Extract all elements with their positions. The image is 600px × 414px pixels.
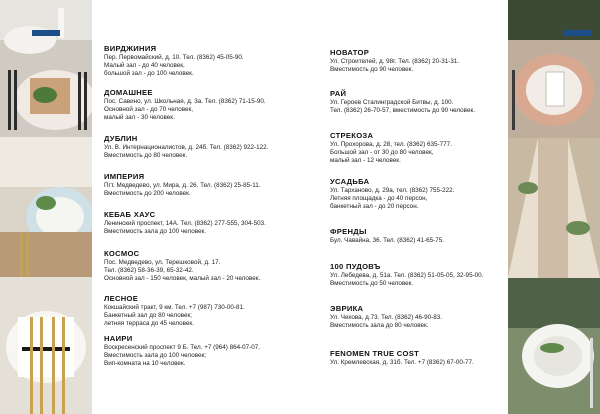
venue-name: ЛЕСНОЕ bbox=[104, 294, 139, 303]
venue-details: Ул. Чехова, д.73. Тел. (8362) 46-90-83. bbox=[330, 314, 442, 321]
left-photo-strip bbox=[0, 0, 92, 414]
venue-name: РАЙ bbox=[330, 89, 347, 98]
wedding-plate-photo bbox=[0, 137, 92, 277]
venue-name: КОСМОС bbox=[104, 249, 140, 258]
table-setting-photo bbox=[0, 0, 92, 137]
venue-details: Большой зал - от 30 до 80 человек, bbox=[330, 149, 434, 157]
venue-details: Кокшайский тракт, 9 км. Тел. +7 (987) 730-00-81. bbox=[104, 304, 245, 311]
greenery-plate-photo bbox=[508, 278, 600, 414]
venue-name: ЭВРИКА bbox=[330, 304, 364, 313]
venue-entry bbox=[330, 131, 452, 166]
accent-bar bbox=[564, 30, 592, 36]
venue-details: Банкетный зал до 80 человек; bbox=[104, 312, 192, 320]
venue-name: НАИРИ bbox=[104, 334, 133, 343]
venue-details: Ул. Прохорова, д. 28, тел. (8362) 635-777. bbox=[330, 141, 452, 148]
venue-entry bbox=[104, 88, 266, 123]
venue-details: малый зал - 30 человек. bbox=[104, 114, 175, 122]
venue-details: Пгт. Медведево, ул. Мира, д. 26. Тел. (8362) 25-85-11. bbox=[104, 182, 261, 189]
venue-details: Вместимость зала до 80 человек. bbox=[330, 322, 429, 330]
venue-entry bbox=[330, 227, 444, 245]
venue-name: FENOMEN TRUE COST bbox=[330, 349, 420, 358]
long-table-photo bbox=[508, 138, 600, 278]
venue-entry bbox=[104, 249, 260, 284]
venue-entry bbox=[104, 334, 260, 369]
venue-entry bbox=[104, 172, 260, 198]
venue-name: ВИРДЖИНИЯ bbox=[104, 44, 157, 53]
venue-name: ДУБЛИН bbox=[104, 134, 138, 143]
venue-details: малый зал - 12 человек. bbox=[330, 157, 401, 165]
venue-entry bbox=[330, 349, 474, 367]
venue-details: Ул. Лебедева, д. 51а. Тел. (8362) 51-05-05, 32-95-00. bbox=[330, 272, 484, 279]
venue-entry bbox=[330, 48, 459, 74]
venue-details: Малый зал - до 40 человек, bbox=[104, 62, 185, 70]
venue-entry bbox=[330, 262, 483, 288]
venue-details: Вместимость до 90 человек. bbox=[330, 66, 414, 74]
venue-details: Ул. Героев Сталинградской Битвы, д. 100. bbox=[330, 99, 454, 106]
venue-details: Летняя площадка - до 40 персон, bbox=[330, 195, 428, 203]
venue-entry bbox=[104, 44, 244, 79]
venue-name: КЕБАБ ХАУС bbox=[104, 210, 156, 219]
right-photo-strip bbox=[508, 0, 600, 414]
venue-details: Основной зал - до 70 человек, bbox=[104, 106, 194, 114]
venue-details: Основной зал - 150 человек, малый зал - 20 человек. bbox=[104, 275, 261, 283]
venue-entry bbox=[330, 304, 442, 330]
venue-details: Тел. (8362) 26-70-57, вместимость до 90 человек. bbox=[330, 107, 475, 115]
venue-details: Пер. Первомайский, д. 10. Тел. (8362) 45-05-90. bbox=[104, 54, 244, 61]
venue-name: ИМПЕРИЯ bbox=[104, 172, 145, 181]
venue-details: Вместимость до 200 человек. bbox=[104, 190, 191, 198]
venue-details: Ул. Строителей, д. 98г. Тел. (8362) 20-31-31. bbox=[330, 58, 460, 65]
venue-entry bbox=[330, 89, 475, 115]
accent-bar bbox=[32, 30, 60, 36]
venue-details: Ул. Тарханово, д. 29а, тел. (8362) 755-222. bbox=[330, 187, 455, 194]
venue-details: Вместимость зала до 100 человек. bbox=[104, 228, 207, 236]
venue-details: банкетный зал - до 20 персон. bbox=[330, 203, 419, 211]
venue-name: НОВАТОР bbox=[330, 48, 370, 57]
venue-details: Пос. Савино, ул. Школьная, д. 3а. Тел. (8362) 71-15-90. bbox=[104, 98, 266, 105]
venue-name: 100 ПУДОВЪ bbox=[330, 262, 381, 271]
venue-details: Вместимость зала до 100 человек; bbox=[104, 352, 207, 360]
venue-entry bbox=[330, 177, 454, 212]
venue-name: СТРЕКОЗА bbox=[330, 131, 374, 140]
venue-entry bbox=[104, 210, 266, 236]
venue-details: Ул. Кремлевская, д. 31б. Тел. +7 (8362) 67-00-77. bbox=[330, 359, 474, 366]
venue-details: Вип-комната на 10 человек. bbox=[104, 360, 186, 368]
venue-entry bbox=[104, 134, 268, 160]
venue-details: Пос. Медведево, ул. Терешковой, д. 17. bbox=[104, 259, 221, 266]
venue-name: УСАДЬБА bbox=[330, 177, 370, 186]
venue-details: Ул. В. Интернационалистов, д. 24б. Тел. (8362) 922-122. bbox=[104, 144, 269, 151]
venue-details: большой зал - до 100 человек. bbox=[104, 70, 194, 78]
venue-details: Воскресенский проспект 9 Б. Тел. +7 (964) 864-07-07. bbox=[104, 344, 261, 351]
venue-details: Тел. (8362) 58-36-39, 65-32-42. bbox=[104, 267, 194, 275]
pink-plate-photo bbox=[508, 0, 600, 138]
gold-cutlery-photo bbox=[0, 277, 92, 414]
venue-name: ФРЕНДЫ bbox=[330, 227, 367, 236]
venue-details: Ленинский проспект, 14А. Тел. (8362) 277-555, 304-503. bbox=[104, 220, 266, 227]
venue-details: Бул. Чавайна, 36. Тел. (8362) 41-65-75. bbox=[330, 237, 445, 244]
venue-name: ДОМАШНЕЕ bbox=[104, 88, 153, 97]
venue-entry bbox=[104, 294, 245, 329]
venue-details: летняя терраса до 45 человек. bbox=[104, 320, 194, 328]
venue-details: Вместимость до 80 человек. bbox=[104, 152, 188, 160]
venue-details: Вместимость до 50 человек. bbox=[330, 280, 414, 288]
